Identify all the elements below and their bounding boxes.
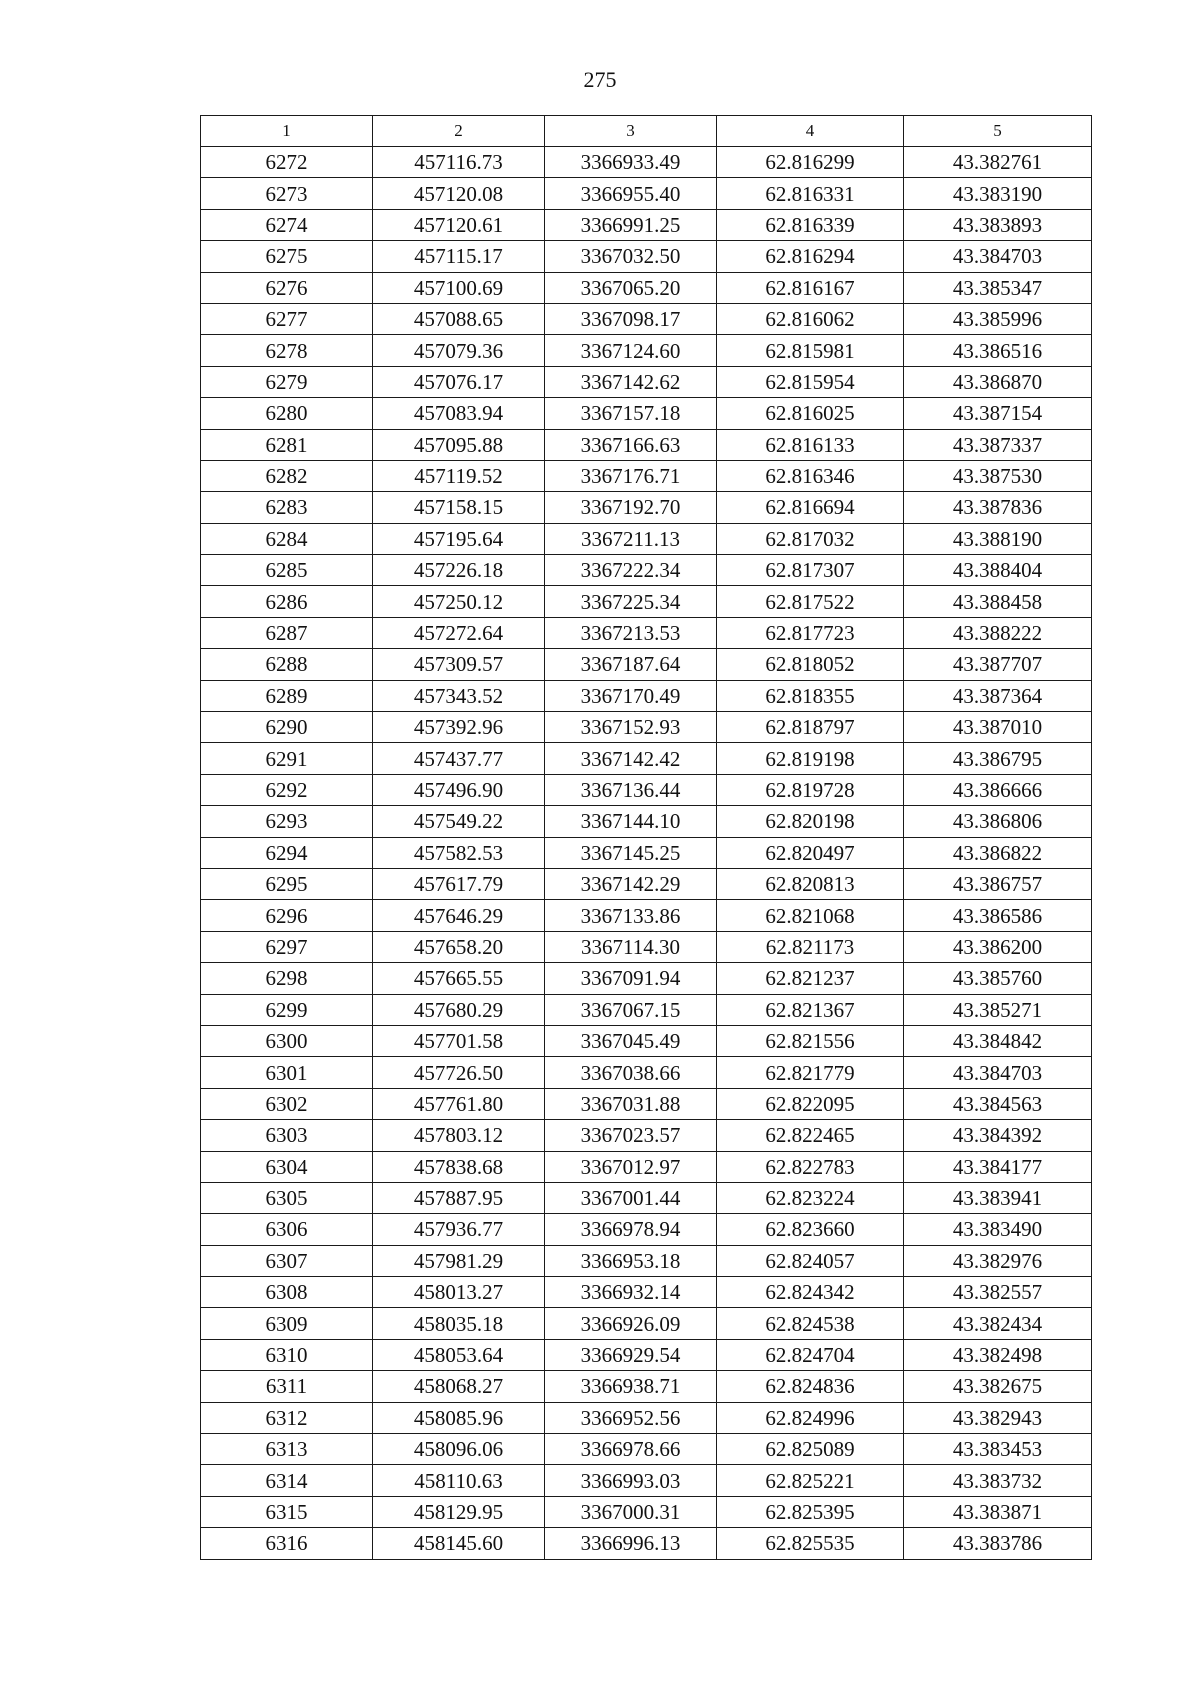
table-cell: 43.387010: [904, 712, 1092, 743]
table-cell: 3366926.09: [545, 1308, 717, 1339]
table-cell: 62.816331: [717, 178, 904, 209]
table-row: [201, 806, 1092, 837]
table-row: [201, 680, 1092, 711]
table-cell: 43.383893: [904, 209, 1092, 240]
table-cell: 6298: [201, 963, 373, 994]
table-cell: 3367222.34: [545, 555, 717, 586]
table-row: [201, 178, 1092, 209]
table-cell: 43.386516: [904, 335, 1092, 366]
table-row: [201, 1088, 1092, 1119]
table-cell: 6294: [201, 837, 373, 868]
table-cell: 43.382675: [904, 1371, 1092, 1402]
table-header-row: [201, 116, 1092, 147]
table-cell: 6301: [201, 1057, 373, 1088]
table-cell: 458035.18: [373, 1308, 545, 1339]
table-cell: 62.822465: [717, 1120, 904, 1151]
table-row: [201, 900, 1092, 931]
table-cell: 457226.18: [373, 555, 545, 586]
table-cell: 3367142.42: [545, 743, 717, 774]
table-row: [201, 492, 1092, 523]
table-cell: 457309.57: [373, 649, 545, 680]
table-cell: 3367187.64: [545, 649, 717, 680]
table-row: [201, 1025, 1092, 1056]
table-cell: 62.817032: [717, 523, 904, 554]
table-cell: 3367213.53: [545, 617, 717, 648]
table-cell: 6278: [201, 335, 373, 366]
table-row: [201, 460, 1092, 491]
table-cell: 3367114.30: [545, 931, 717, 962]
table-cell: 3367065.20: [545, 272, 717, 303]
table-cell: 3366996.13: [545, 1528, 717, 1559]
table-cell: 458110.63: [373, 1465, 545, 1496]
table-cell: 62.815981: [717, 335, 904, 366]
table-row: [201, 868, 1092, 899]
table-row: [201, 366, 1092, 397]
table-cell: 62.825221: [717, 1465, 904, 1496]
table-cell: 62.823660: [717, 1214, 904, 1245]
table-cell: 6291: [201, 743, 373, 774]
table-cell: 3367211.13: [545, 523, 717, 554]
table-cell: 43.385271: [904, 994, 1092, 1025]
table-cell: 62.815954: [717, 366, 904, 397]
table-row: [201, 1371, 1092, 1402]
table-cell: 458145.60: [373, 1528, 545, 1559]
table-cell: 6273: [201, 178, 373, 209]
table-cell: 457665.55: [373, 963, 545, 994]
table-cell: 6284: [201, 523, 373, 554]
table-cell: 3366938.71: [545, 1371, 717, 1402]
column-header: 3: [545, 116, 717, 147]
table-cell: 457887.95: [373, 1182, 545, 1213]
table-cell: 62.824996: [717, 1402, 904, 1433]
table-row: [201, 931, 1092, 962]
table-row: [201, 1182, 1092, 1213]
table-cell: 3367091.94: [545, 963, 717, 994]
table-cell: 43.384563: [904, 1088, 1092, 1119]
table-cell: 457343.52: [373, 680, 545, 711]
table-cell: 43.386586: [904, 900, 1092, 931]
table-cell: 457617.79: [373, 868, 545, 899]
table-cell: 6304: [201, 1151, 373, 1182]
table-cell: 43.383453: [904, 1434, 1092, 1465]
table-cell: 3367142.29: [545, 868, 717, 899]
table-cell: 457120.61: [373, 209, 545, 240]
table-row: [201, 712, 1092, 743]
table-cell: 457088.65: [373, 303, 545, 334]
table-cell: 3367098.17: [545, 303, 717, 334]
table-row: [201, 617, 1092, 648]
table-cell: 457119.52: [373, 460, 545, 491]
table-cell: 62.818052: [717, 649, 904, 680]
table-cell: 62.820813: [717, 868, 904, 899]
table-cell: 6315: [201, 1496, 373, 1527]
column-header: 1: [201, 116, 373, 147]
table-cell: 62.821779: [717, 1057, 904, 1088]
table-cell: 43.383190: [904, 178, 1092, 209]
table-body: [201, 147, 1092, 1560]
table-cell: 43.386795: [904, 743, 1092, 774]
table-row: [201, 1528, 1092, 1559]
table-cell: 457437.77: [373, 743, 545, 774]
table-cell: 6292: [201, 774, 373, 805]
table-cell: 457726.50: [373, 1057, 545, 1088]
table-row: [201, 1214, 1092, 1245]
table-cell: 6296: [201, 900, 373, 931]
column-header: 5: [904, 116, 1092, 147]
table-cell: 43.386200: [904, 931, 1092, 962]
coordinates-table: [200, 115, 1092, 1560]
page-number: 275: [583, 67, 617, 92]
table-cell: 62.816133: [717, 429, 904, 460]
table-cell: 6272: [201, 147, 373, 178]
table-cell: 62.817723: [717, 617, 904, 648]
table-cell: 457701.58: [373, 1025, 545, 1056]
table-row: [201, 1120, 1092, 1151]
table-cell: 457549.22: [373, 806, 545, 837]
table-row: [201, 1465, 1092, 1496]
table-cell: 457250.12: [373, 586, 545, 617]
table-cell: 3367031.88: [545, 1088, 717, 1119]
table-cell: 458085.96: [373, 1402, 545, 1433]
table-cell: 6295: [201, 868, 373, 899]
table-cell: 6282: [201, 460, 373, 491]
table-cell: 43.382976: [904, 1245, 1092, 1276]
table-cell: 457761.80: [373, 1088, 545, 1119]
table-cell: 3367124.60: [545, 335, 717, 366]
table-cell: 43.387364: [904, 680, 1092, 711]
table-cell: 457083.94: [373, 398, 545, 429]
table-cell: 6300: [201, 1025, 373, 1056]
table-cell: 457158.15: [373, 492, 545, 523]
table-cell: 3366993.03: [545, 1465, 717, 1496]
table-row: [201, 1339, 1092, 1370]
table-cell: 62.822783: [717, 1151, 904, 1182]
table-cell: 62.821068: [717, 900, 904, 931]
table-cell: 3367157.18: [545, 398, 717, 429]
table-cell: 43.384842: [904, 1025, 1092, 1056]
table-cell: 43.388190: [904, 523, 1092, 554]
table-row: [201, 649, 1092, 680]
table-cell: 43.385760: [904, 963, 1092, 994]
table-cell: 62.825395: [717, 1496, 904, 1527]
table-cell: 3366952.56: [545, 1402, 717, 1433]
table-cell: 43.382557: [904, 1277, 1092, 1308]
table-cell: 457100.69: [373, 272, 545, 303]
table-cell: 457076.17: [373, 366, 545, 397]
table-cell: 62.824342: [717, 1277, 904, 1308]
table-row: [201, 1277, 1092, 1308]
table-row: [201, 774, 1092, 805]
table-row: [201, 1308, 1092, 1339]
table-cell: 62.816299: [717, 147, 904, 178]
table-cell: 62.825089: [717, 1434, 904, 1465]
table-cell: 43.385347: [904, 272, 1092, 303]
table-cell: 6314: [201, 1465, 373, 1496]
table-cell: 457120.08: [373, 178, 545, 209]
table-cell: 6277: [201, 303, 373, 334]
table-cell: 3367152.93: [545, 712, 717, 743]
table-cell: 62.821556: [717, 1025, 904, 1056]
table-cell: 3367023.57: [545, 1120, 717, 1151]
table-cell: 43.382498: [904, 1339, 1092, 1370]
table-cell: 43.383941: [904, 1182, 1092, 1213]
table-cell: 62.824538: [717, 1308, 904, 1339]
column-header: 2: [373, 116, 545, 147]
table-cell: 62.816294: [717, 241, 904, 272]
table-cell: 62.821367: [717, 994, 904, 1025]
table-cell: 3366932.14: [545, 1277, 717, 1308]
table-cell: 3367000.31: [545, 1496, 717, 1527]
table-cell: 3367145.25: [545, 837, 717, 868]
table-cell: 3367176.71: [545, 460, 717, 491]
table-cell: 43.383732: [904, 1465, 1092, 1496]
table-cell: 43.384703: [904, 1057, 1092, 1088]
table-cell: 3366978.66: [545, 1434, 717, 1465]
table-cell: 3366955.40: [545, 178, 717, 209]
table-cell: 62.818797: [717, 712, 904, 743]
table-cell: 6287: [201, 617, 373, 648]
table-cell: 457272.64: [373, 617, 545, 648]
table-cell: 3367192.70: [545, 492, 717, 523]
table-cell: 3366991.25: [545, 209, 717, 240]
table-row: [201, 1402, 1092, 1433]
table-cell: 43.386806: [904, 806, 1092, 837]
table-cell: 43.388458: [904, 586, 1092, 617]
table-cell: 3367032.50: [545, 241, 717, 272]
table-cell: 6276: [201, 272, 373, 303]
table-cell: 3367142.62: [545, 366, 717, 397]
table-cell: 62.816025: [717, 398, 904, 429]
table-cell: 62.817307: [717, 555, 904, 586]
table-cell: 43.385996: [904, 303, 1092, 334]
table-cell: 62.816062: [717, 303, 904, 334]
table-row: [201, 1496, 1092, 1527]
table-cell: 62.823224: [717, 1182, 904, 1213]
table-row: [201, 335, 1092, 366]
table-cell: 43.386870: [904, 366, 1092, 397]
table-cell: 457803.12: [373, 1120, 545, 1151]
table-cell: 62.822095: [717, 1088, 904, 1119]
table-cell: 62.819728: [717, 774, 904, 805]
table-cell: 43.383786: [904, 1528, 1092, 1559]
table-row: [201, 241, 1092, 272]
table-cell: 457115.17: [373, 241, 545, 272]
table-row: [201, 963, 1092, 994]
table-cell: 457079.36: [373, 335, 545, 366]
table-cell: 6299: [201, 994, 373, 1025]
table-row: [201, 272, 1092, 303]
table-cell: 458096.06: [373, 1434, 545, 1465]
table-row: [201, 1151, 1092, 1182]
table-cell: 6309: [201, 1308, 373, 1339]
table-cell: 6311: [201, 1371, 373, 1402]
table-cell: 3367067.15: [545, 994, 717, 1025]
table-cell: 6303: [201, 1120, 373, 1151]
table-cell: 62.824057: [717, 1245, 904, 1276]
table-row: [201, 1245, 1092, 1276]
table-cell: 3367170.49: [545, 680, 717, 711]
table-cell: 6285: [201, 555, 373, 586]
table-row: [201, 586, 1092, 617]
table-cell: 62.824704: [717, 1339, 904, 1370]
table-cell: 43.383871: [904, 1496, 1092, 1527]
table-cell: 457838.68: [373, 1151, 545, 1182]
table-cell: 43.386666: [904, 774, 1092, 805]
table-cell: 62.821237: [717, 963, 904, 994]
table-cell: 457116.73: [373, 147, 545, 178]
table-cell: 3367012.97: [545, 1151, 717, 1182]
table-cell: 43.384392: [904, 1120, 1092, 1151]
table-cell: 457936.77: [373, 1214, 545, 1245]
table-row: [201, 837, 1092, 868]
table-cell: 6302: [201, 1088, 373, 1119]
table-cell: 43.382943: [904, 1402, 1092, 1433]
table-row: [201, 1057, 1092, 1088]
table-cell: 43.387154: [904, 398, 1092, 429]
table-cell: 6307: [201, 1245, 373, 1276]
table-cell: 43.387337: [904, 429, 1092, 460]
table-cell: 62.817522: [717, 586, 904, 617]
table-cell: 6288: [201, 649, 373, 680]
table-cell: 6305: [201, 1182, 373, 1213]
table-cell: 3367001.44: [545, 1182, 717, 1213]
table-cell: 6279: [201, 366, 373, 397]
table-cell: 3367136.44: [545, 774, 717, 805]
table-cell: 6316: [201, 1528, 373, 1559]
table-cell: 62.818355: [717, 680, 904, 711]
table-cell: 43.387530: [904, 460, 1092, 491]
table-cell: 3367133.86: [545, 900, 717, 931]
table-row: [201, 1434, 1092, 1465]
table-cell: 6306: [201, 1214, 373, 1245]
table-cell: 457392.96: [373, 712, 545, 743]
table-cell: 43.384703: [904, 241, 1092, 272]
table-cell: 3367045.49: [545, 1025, 717, 1056]
table-cell: 457658.20: [373, 931, 545, 962]
table-row: [201, 303, 1092, 334]
table-cell: 43.383490: [904, 1214, 1092, 1245]
table-cell: 457095.88: [373, 429, 545, 460]
table-cell: 3367038.66: [545, 1057, 717, 1088]
table-cell: 62.819198: [717, 743, 904, 774]
table-cell: 3366933.49: [545, 147, 717, 178]
table-cell: 62.816694: [717, 492, 904, 523]
table-cell: 43.384177: [904, 1151, 1092, 1182]
table-cell: 6283: [201, 492, 373, 523]
table-cell: 6293: [201, 806, 373, 837]
table-cell: 458013.27: [373, 1277, 545, 1308]
table-cell: 457680.29: [373, 994, 545, 1025]
table-row: [201, 743, 1092, 774]
table-cell: 3367166.63: [545, 429, 717, 460]
table-cell: 62.825535: [717, 1528, 904, 1559]
table-cell: 6313: [201, 1434, 373, 1465]
table-row: [201, 523, 1092, 554]
table-cell: 3367225.34: [545, 586, 717, 617]
table-cell: 62.821173: [717, 931, 904, 962]
table-cell: 3366929.54: [545, 1339, 717, 1370]
table-cell: 43.388404: [904, 555, 1092, 586]
table-cell: 43.386822: [904, 837, 1092, 868]
table-row: [201, 555, 1092, 586]
table-cell: 6286: [201, 586, 373, 617]
table-cell: 6275: [201, 241, 373, 272]
table-cell: 62.816167: [717, 272, 904, 303]
table-cell: 62.824836: [717, 1371, 904, 1402]
table-cell: 458068.27: [373, 1371, 545, 1402]
table-cell: 6308: [201, 1277, 373, 1308]
table-cell: 457582.53: [373, 837, 545, 868]
table-cell: 62.820497: [717, 837, 904, 868]
table-cell: 43.387707: [904, 649, 1092, 680]
table-cell: 3366978.94: [545, 1214, 717, 1245]
table-cell: 6281: [201, 429, 373, 460]
table-cell: 6274: [201, 209, 373, 240]
table-row: [201, 147, 1092, 178]
table-cell: 62.816346: [717, 460, 904, 491]
table-cell: 3366953.18: [545, 1245, 717, 1276]
table-cell: 457981.29: [373, 1245, 545, 1276]
table-cell: 457646.29: [373, 900, 545, 931]
table-row: [201, 398, 1092, 429]
table-cell: 6289: [201, 680, 373, 711]
table-row: [201, 209, 1092, 240]
table-cell: 6297: [201, 931, 373, 962]
table-cell: 458053.64: [373, 1339, 545, 1370]
table-cell: 62.816339: [717, 209, 904, 240]
column-header: 4: [717, 116, 904, 147]
table-row: [201, 429, 1092, 460]
table-cell: 43.388222: [904, 617, 1092, 648]
table-cell: 3367144.10: [545, 806, 717, 837]
table-cell: 457496.90: [373, 774, 545, 805]
table-cell: 6310: [201, 1339, 373, 1370]
table-cell: 43.387836: [904, 492, 1092, 523]
table-cell: 43.382434: [904, 1308, 1092, 1339]
table-cell: 6280: [201, 398, 373, 429]
table-cell: 6290: [201, 712, 373, 743]
table-cell: 62.820198: [717, 806, 904, 837]
table-cell: 458129.95: [373, 1496, 545, 1527]
table-row: [201, 994, 1092, 1025]
table-cell: 43.386757: [904, 868, 1092, 899]
table-cell: 43.382761: [904, 147, 1092, 178]
table-cell: 6312: [201, 1402, 373, 1433]
table-cell: 457195.64: [373, 523, 545, 554]
